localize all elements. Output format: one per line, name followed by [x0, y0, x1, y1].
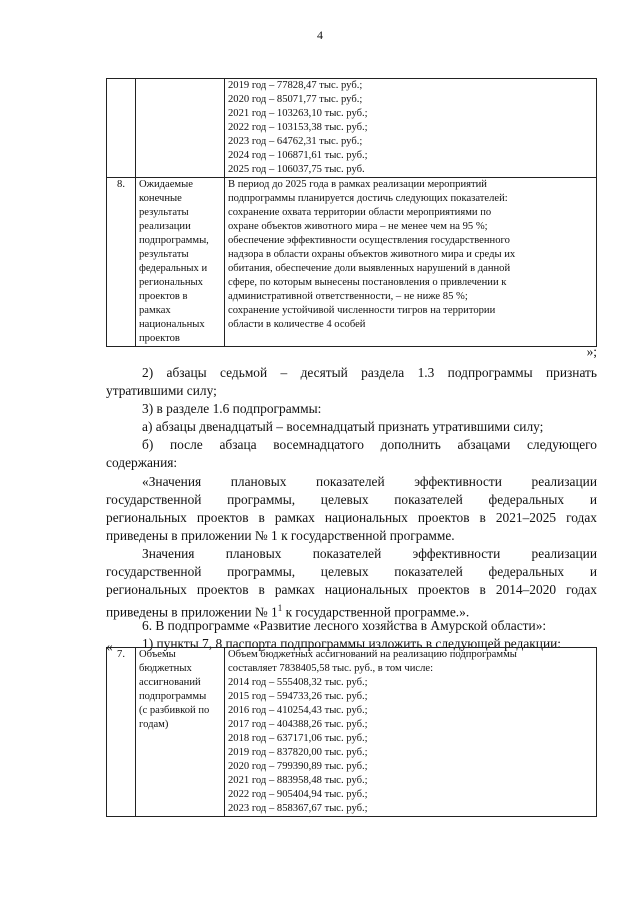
paragraph-a: а) абзацы двенадцатый – восемнадцатый признать утратившими силу; — [142, 419, 544, 434]
budget-year-line: 2015 год – 594733,26 тыс. руб.; — [228, 691, 368, 702]
label-line: конечные — [139, 193, 182, 204]
budget-year-line: 2017 год – 404388,26 тыс. руб.; — [228, 719, 368, 730]
results-line: сохранение устойчивой численности тигров на территории — [228, 305, 496, 316]
budget-year-line: 2019 год – 77828,47 тыс. руб.; — [228, 80, 363, 91]
results-line: обитания, обеспечение доли выявленных нарушений в данной — [228, 263, 511, 274]
paragraph-b-line-2: содержания: — [106, 455, 178, 470]
label-line: региональных — [139, 277, 203, 288]
budget-year-line: 2022 год – 103153,38 тыс. руб.; — [228, 122, 368, 133]
results-line: области в количестве 4 особей — [228, 319, 366, 330]
label-line: подпрограммы — [139, 691, 207, 702]
paragraph-2-line-1: 2) абзацы седьмой – десятый раздела 1.3 подпрограммы признать — [142, 365, 597, 380]
label-line: Объемы — [139, 649, 176, 660]
label-line: результаты — [139, 207, 189, 218]
label-line: реализации — [139, 221, 191, 232]
quote1-line-4: приведены в приложении № 1 к государственной программе. — [106, 528, 455, 543]
quote2-line-4-tail: к государственной программе.». — [282, 604, 470, 620]
results-line: сфере, по которым вынесены постановления о привлечении к — [228, 277, 507, 288]
opening-quote-mark: « — [106, 639, 113, 654]
quote2-line-1: Значения плановых показателей эффективности реализации — [142, 546, 597, 561]
budget-year-line: 2014 год – 555408,32 тыс. руб.; — [228, 677, 368, 688]
quote2-line-3: региональных проектов в рамках национальных проектов в 2014–2020 годах — [106, 582, 597, 597]
label-line: ассигнований — [139, 677, 201, 688]
row-label-cell — [136, 79, 225, 178]
row-label-cell — [136, 178, 225, 347]
paragraph-b-line-1: б) после абзаца восемнадцатого дополнить абзацами следующего — [142, 437, 597, 452]
results-line: подпрограммы планируется достичь следующих показателей: — [228, 193, 508, 204]
row-content-cell — [225, 648, 597, 817]
label-line: рамках — [139, 305, 171, 316]
quote1-line-2: государственной программы, целевых показателей федеральных и — [106, 492, 597, 507]
row-number-cell — [107, 79, 136, 178]
page-number: 4 — [317, 28, 323, 42]
quote2-line-2: государственной программы, целевых показателей федеральных и — [106, 564, 597, 579]
results-line: надзора в области охраны объектов животного мира и среды их — [228, 249, 516, 260]
paragraph-6-1: 1) пункты 7, 8 паспорта подпрограммы изложить в следующей редакции: — [142, 636, 562, 651]
budget-year-line: 2021 год – 103263,10 тыс. руб.; — [228, 108, 368, 119]
row-content-cell — [225, 79, 597, 178]
row-content-cell — [225, 178, 597, 347]
budget-year-line: 2023 год – 858367,67 тыс. руб.; — [228, 803, 368, 814]
results-line: административной ответственности, – не ниже 85 %; — [228, 291, 468, 302]
passport-table-continuation — [106, 78, 597, 347]
closing-quote: »; — [586, 344, 597, 359]
label-line: подпрограммы, — [139, 235, 209, 246]
budget-year-line: 2020 год – 85071,77 тыс. руб.; — [228, 94, 363, 105]
quote1-line-3: региональных проектов в рамках национальных проектов в 2021–2025 годах — [106, 510, 597, 525]
budget-year-line: 2021 год – 883958,48 тыс. руб.; — [228, 775, 368, 786]
row-number-cell: 7. — [107, 648, 136, 817]
opening-quote — [106, 630, 597, 654]
label-line: проектов в — [139, 291, 188, 302]
paragraph-2-line-2: утратившими силу; — [106, 383, 217, 398]
row-number-cell: 8. — [107, 178, 136, 347]
results-line: В период до 2025 года в рамках реализации мероприятий — [228, 179, 487, 190]
label-line: федеральных и — [139, 263, 208, 274]
passport-table-forestry — [106, 647, 597, 817]
paragraph-3: 3) в разделе 1.6 подпрограммы: — [142, 401, 322, 416]
budget-line: Объем бюджетных ассигнований на реализацию подпрограммы — [228, 649, 517, 660]
results-line: обеспечение эффективности осуществления государственного — [228, 235, 510, 246]
label-line: национальных — [139, 319, 205, 330]
budget-year-line: 2022 год – 905404,94 тыс. руб.; — [228, 789, 368, 800]
label-line: результаты — [139, 249, 189, 260]
superscript: 1 — [277, 603, 283, 613]
label-line: бюджетных — [139, 663, 192, 674]
budget-year-line: 2020 год – 799390,89 тыс. руб.; — [228, 761, 368, 772]
budget-year-line: 2024 год – 106871,61 тыс. руб.; — [228, 150, 368, 161]
label-line: годам) — [139, 719, 169, 730]
table-row-budget-continuation — [107, 79, 597, 178]
row-label-cell — [136, 648, 225, 817]
table-row-budget-allocations — [107, 648, 597, 817]
quote2-line-4-text: приведены в приложении № 1 — [106, 604, 278, 620]
budget-year-line: 2023 год – 64762,31 тыс. руб.; — [228, 136, 363, 147]
table-row-expected-results — [107, 178, 597, 347]
results-line: охране объектов животного мира – не менее чем на 95 %; — [228, 221, 488, 232]
quote1-line-1: «Значения плановых показателей эффективности реализации — [142, 474, 597, 489]
results-line: сохранение охвата территории области мероприятиями по — [228, 207, 492, 218]
budget-year-line: 2016 год – 410254,43 тыс. руб.; — [228, 705, 368, 716]
budget-year-line: 2019 год – 837820,00 тыс. руб.; — [228, 747, 368, 758]
budget-year-line: 2018 год – 637171,06 тыс. руб.; — [228, 733, 368, 744]
budget-year-line: 2025 год – 106037,75 тыс. руб. — [228, 164, 365, 175]
label-line: (с разбивкой по — [139, 705, 210, 716]
label-line: Ожидаемые — [139, 179, 193, 190]
label-line: проектов — [139, 333, 180, 344]
budget-line: составляет 7838405,58 тыс. руб., в том числе: — [228, 663, 434, 674]
paragraph-6: 6. В подпрограмме «Развитие лесного хозяйства в Амурской области»: — [142, 618, 547, 633]
